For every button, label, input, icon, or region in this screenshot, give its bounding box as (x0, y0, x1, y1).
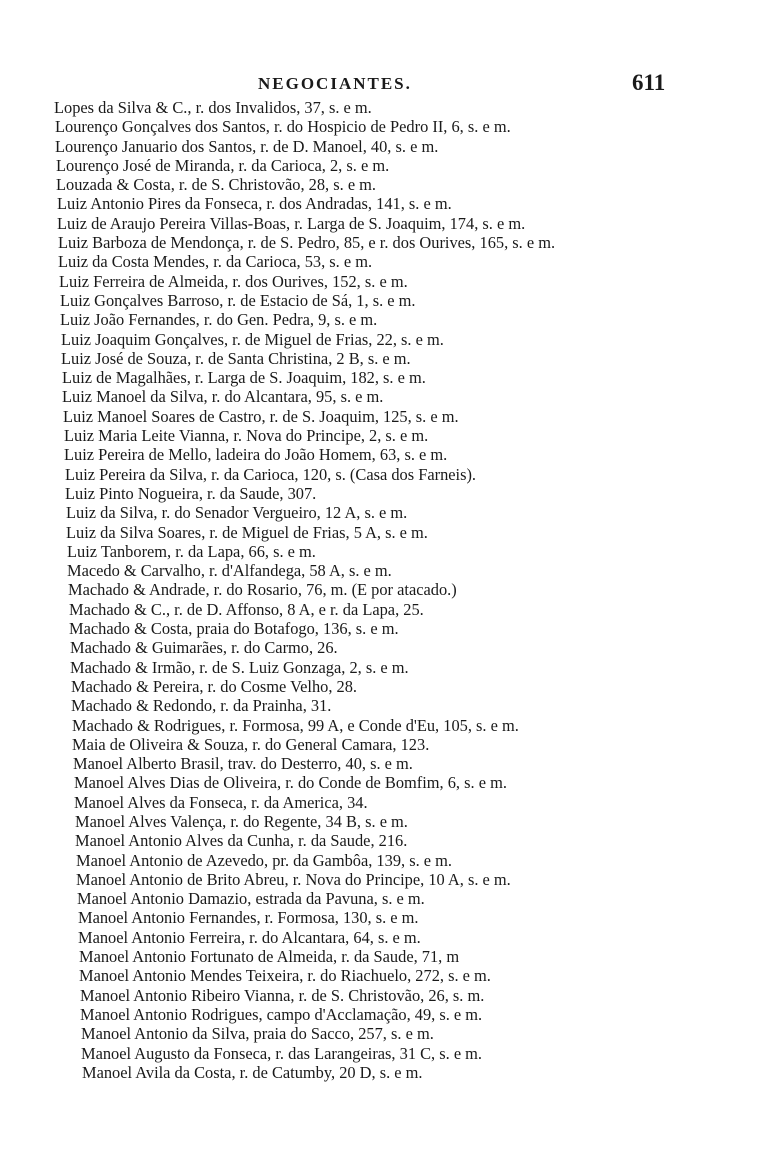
directory-entry: Luiz Gonçalves Barroso, r. de Estacio de Sá, 1, s. e m. (60, 290, 416, 310)
directory-entry: Machado & Irmão, r. de S. Luiz Gonzaga, 2, s. e m. (70, 657, 409, 677)
directory-entry: Manoel Antonio Alves da Cunha, r. da Saude, 216. (75, 831, 408, 851)
directory-entry: Manoel Alves Dias de Oliveira, r. do Conde de Bomfim, 6, s. e m. (74, 773, 507, 793)
directory-entry: Manoel Antonio da Silva, praia do Sacco, 257, s. e m. (81, 1024, 434, 1044)
directory-entry: Manoel Antonio Ribeiro Vianna, r. de S. Christovão, 26, s. m. (80, 985, 485, 1005)
directory-entry: Luiz Tanborem, r. da Lapa, 66, s. e m. (67, 541, 316, 561)
directory-entry: Luiz Barboza de Mendonça, r. de S. Pedro, 85, e r. dos Ourives, 165, s. e m. (58, 233, 556, 253)
directory-entry: Luiz de Magalhães, r. Larga de S. Joaquim, 182, s. e m. (62, 368, 426, 388)
directory-entry: Luiz Pereira de Mello, ladeira do João Homem, 63, s. e m. (64, 445, 448, 465)
directory-entry: Machado & Pereira, r. do Cosme Velho, 28. (71, 676, 358, 696)
page-header (0, 70, 768, 100)
directory-entry: Manoel Antonio de Azevedo, pr. da Gambôa, 139, s. e m. (76, 850, 452, 870)
directory-entry: Lourenço Januario dos Santos, r. de D. Manoel, 40, s. e m. (55, 136, 439, 156)
directory-entry: Luiz de Araujo Pereira Villas-Boas, r. Larga de S. Joaquim, 174, s. e m. (57, 213, 526, 233)
directory-entry: Manoel Antonio Fortunato de Almeida, r. da Saude, 71, m (79, 947, 460, 967)
directory-entry: Luiz Antonio Pires da Fonseca, r. dos Andradas, 141, s. e m. (57, 194, 452, 214)
directory-entry: Luiz da Silva Soares, r. de Miguel de Frias, 5 A, s. e m. (66, 522, 428, 542)
running-title: NEGOCIANTES. (258, 74, 412, 93)
directory-entry: Manoel Augusto da Fonseca, r. das Larangeiras, 31 C, s. e m. (81, 1043, 483, 1063)
directory-entry: Manoel Antonio Fernandes, r. Formosa, 130, s. e m. (78, 908, 419, 928)
directory-entry: Luiz Joaquim Gonçalves, r. de Miguel de Frias, 22, s. e m. (61, 329, 444, 349)
directory-entry: Louzada & Costa, r. de S. Christovão, 28, s. e m. (56, 175, 377, 195)
directory-entry: Luiz Ferreira de Almeida, r. dos Ourives, 152, s. e m. (59, 271, 408, 291)
directory-entry: Manoel Avila da Costa, r. de Catumby, 20 D, s. e m. (82, 1062, 423, 1082)
directory-entry: Luiz da Costa Mendes, r. da Carioca, 53, s. e m. (58, 252, 373, 272)
directory-entry: Lopes da Silva & C., r. dos Invalidos, 37, s. e m. (54, 98, 372, 117)
directory-entry: Luiz Pereira da Silva, r. da Carioca, 120, s. (Casa dos Farneis). (65, 464, 477, 484)
directory-entry: Luiz Maria Leite Vianna, r. Nova do Principe, 2, s. e m. (64, 426, 429, 446)
page-number: 611 (632, 70, 666, 95)
directory-entry: Luiz José de Souza, r. de Santa Christina, 2 B, s. e m. (61, 348, 411, 368)
directory-entry: Luiz da Silva, r. do Senador Vergueiro, 12 A, s. e m. (66, 503, 408, 523)
directory-entry: Manoel Alves Valença, r. do Regente, 34 B, s. e m. (75, 811, 408, 831)
directory-entry: Machado & Redondo, r. da Prainha, 31. (71, 696, 332, 716)
directory-entry: Manoel Antonio Ferreira, r. do Alcantara, 64, s. e m. (78, 927, 421, 947)
directory-entry: Luiz Manoel da Silva, r. do Alcantara, 95, s. e m. (62, 387, 384, 407)
directory-entry: Manoel Alves da Fonseca, r. da America, 34. (74, 792, 368, 812)
directory-entry: Manoel Antonio Mendes Teixeira, r. do Riachuelo, 272, s. e m. (79, 966, 491, 986)
directory-entry: Luiz Pinto Nogueira, r. da Saude, 307. (65, 483, 317, 503)
directory-entry: Luiz Manoel Soares de Castro, r. de S. Joaquim, 125, s. e m. (63, 406, 459, 426)
directory-entry: Manoel Antonio Damazio, estrada da Pavuna, s. e m. (77, 889, 425, 909)
directory-entry: Luiz João Fernandes, r. do Gen. Pedra, 9, s. e m. (60, 310, 378, 330)
directory-entry: Machado & Guimarães, r. do Carmo, 26. (70, 638, 338, 658)
directory-entry: Machado & Andrade, r. do Rosario, 76, m. (E por atacado.) (68, 580, 457, 600)
directory-entry: Manoel Antonio Rodrigues, campo d'Acclamação, 49, s. e m. (80, 1004, 483, 1024)
directory-entry: Maia de Oliveira & Souza, r. do General Camara, 123. (72, 734, 430, 754)
directory-entry: Manoel Alberto Brasil, trav. do Desterro, 40, s. e m. (73, 754, 413, 774)
directory-entry: Lourenço Gonçalves dos Santos, r. do Hospicio de Pedro II, 6, s. e m. (55, 117, 511, 137)
directory-entry: Machado & Costa, praia do Botafogo, 136, s. e m. (69, 619, 399, 639)
directory-entry: Machado & Rodrigues, r. Formosa, 99 A, e Conde d'Eu, 105, s. e m. (72, 715, 519, 735)
directory-entry: Macedo & Carvalho, r. d'Alfandega, 58 A, s. e m. (67, 561, 392, 581)
merchant-directory-list (0, 98, 768, 1082)
directory-entry: Lourenço José de Miranda, r. da Carioca, 2, s. e m. (56, 155, 390, 175)
directory-entry: Manoel Antonio de Brito Abreu, r. Nova do Principe, 10 A, s. e m. (76, 869, 511, 889)
directory-entry: Machado & C., r. de D. Affonso, 8 A, e r. da Lapa, 25. (69, 599, 424, 619)
